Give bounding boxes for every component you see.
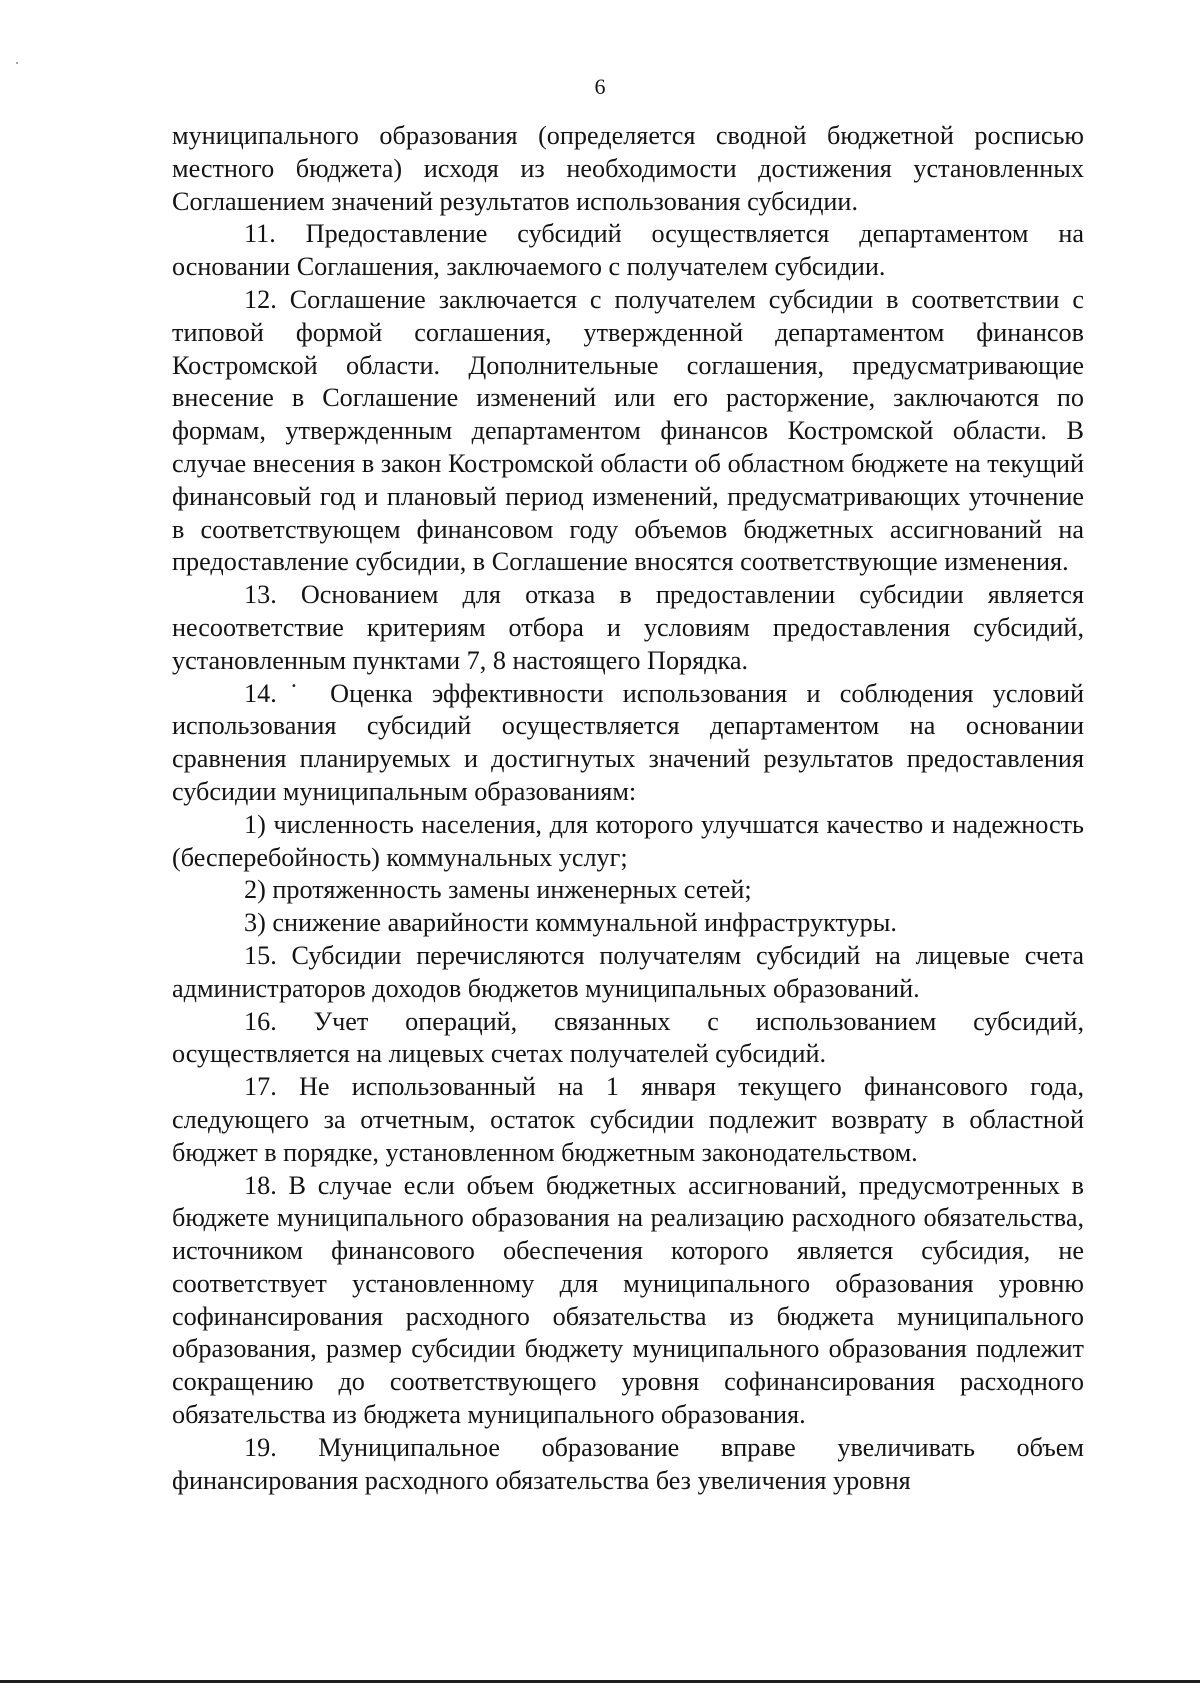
page-number: 6 <box>594 74 606 99</box>
list-item-2: 2) протяженность замены инженерных сетей; <box>244 875 752 905</box>
paragraph-continuation: муниципального образования (определяется сводной бюджетной росписью местного бюджета) исходя из необходимости достижения установленных Соглашением значений результатов использования субсидии. <box>172 121 1084 216</box>
paragraph-17: 17. Не использованный на 1 января текущего финансового года, следующего за отчетным, остаток субсидии подлежит возврату в областной бюджет в порядке, установленном бюджетным законодательством. <box>172 1072 1084 1167</box>
paragraph-18: 18. В случае если объем бюджетных ассигнований, предусмотренных в бюджете муниципального образования на реализацию расходного обязательства, источником финансового обеспечения которого является субсидия, не соответствует установленному для муниципального образования уровню софинансирования расходного обязательства из бюджета муниципального образования, размер субсидии бюджету муниципального образования подлежит сокращению до соответствующего уровня софинансирования расходного обязательства из бюджета муниципального образования. <box>172 1170 1084 1430</box>
paragraph-15: 15. Субсидии перечисляются получателям субсидий на лицевые счета администраторов доходов бюджетов муниципальных образований. <box>172 940 1084 1003</box>
paragraph-14: 14.˙ Оценка эффективности использования и соблюдения условий использования субсидий осуществляется департаментом на основании сравнения планируемых и достигнутых значений результатов предоставления субсидии муниципальным образованиям: <box>172 678 1084 806</box>
paragraph-11: 11. Предоставление субсидий осуществляется департаментом на основании Соглашения, заключаемого с получателем субсидии. <box>172 219 1084 282</box>
paragraph-16: 16. Учет операций, связанных с использованием субсидий, осуществляется на лицевых счетах получателей субсидий. <box>172 1006 1084 1069</box>
list-item-3: 3) снижение аварийности коммунальной инфраструктуры. <box>244 908 897 938</box>
paragraph-13: 13. Основанием для отказа в предоставлении субсидии является несоответствие критериям отбора и условиям предоставления субсидий, установленным пунктами 7, 8 настоящего Порядка. <box>172 580 1084 675</box>
paragraph-12: 12. Соглашение заключается с получателем субсидии в соответствии с типовой формой соглашения, утвержденной департаментом финансов Костромской области. Дополнительные соглашения, предусматривающие внесение в Соглашение изменений или его расторжение, заключаются по формам, утвержденным департаментом финансов Костромской области. В случае внесения в закон Костромской области об областном бюджете на текущий финансовый год и плановый период изменений, предусматривающих уточнение в соответствующем финансовом году объемов бюджетных ассигнований на предоставление субсидии, в Соглашение вносятся соответствующие изменения. <box>172 284 1084 577</box>
paragraph-19: 19. Муниципальное образование вправе увеличивать объем финансирования расходного обязательства без увеличения уровня <box>172 1432 1084 1495</box>
page-bottom-edge <box>0 1680 1200 1683</box>
document-body <box>172 120 1084 1497</box>
list-item-1: 1) численность населения, для которого улучшатся качество и надежность (бесперебойность) коммунальных услуг; <box>172 809 1084 872</box>
scan-artifact <box>16 62 18 64</box>
